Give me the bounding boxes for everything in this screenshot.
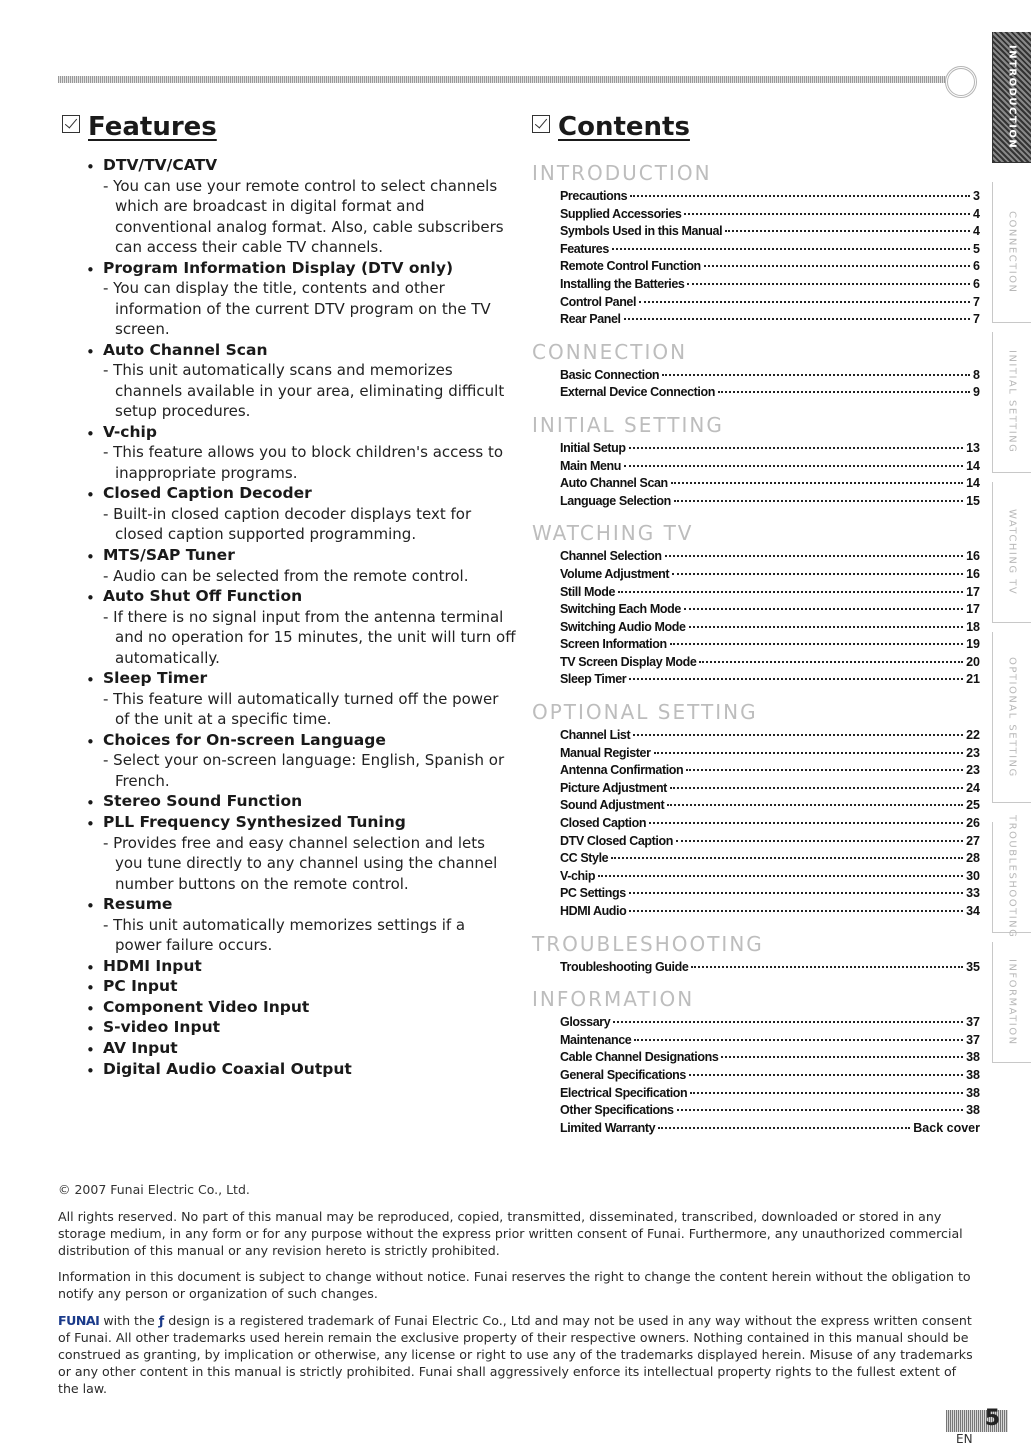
toc-entry-page: 22 [966, 728, 980, 743]
contents-title: Contents [558, 112, 690, 142]
toc-entry-list [560, 1014, 980, 1137]
toc-dot-leader [677, 1108, 964, 1111]
toc-entry-page: 17 [966, 584, 980, 599]
toc-entry-page: 16 [966, 566, 980, 581]
toc-entry [560, 458, 980, 476]
feature-item [86, 1017, 516, 1038]
toc-entry-page: 9 [973, 385, 980, 400]
toc-entry-page: 37 [966, 1032, 980, 1047]
toc-entry [560, 780, 980, 798]
toc-entry-page: 38 [966, 1085, 980, 1100]
toc-dot-leader [611, 856, 963, 859]
toc-entry [560, 797, 980, 815]
toc-dot-leader [686, 768, 963, 771]
side-tab-label: WATCHING TV [1006, 508, 1018, 596]
feature-item [86, 422, 516, 484]
feature-description: - You can display the title, contents and other information of the current DTV program on the TV screen. [103, 279, 491, 339]
toc-entry-title: Switching Each Mode [560, 602, 681, 617]
toc-entry-page: 30 [966, 868, 980, 883]
feature-item [86, 976, 516, 997]
toc-entry-page: 14 [966, 476, 980, 491]
toc-dot-leader [689, 625, 964, 628]
feature-item [86, 1059, 516, 1080]
page-number: 5 [984, 1406, 1000, 1431]
toc-entry-list [560, 727, 980, 921]
toc-entry-page: 15 [966, 493, 980, 508]
toc-entry-page: 18 [966, 619, 980, 634]
toc-section-heading: INITIAL SETTING [532, 412, 724, 437]
feature-item [86, 956, 516, 977]
feature-name: • PLL Frequency Synthesized Tuning [103, 812, 406, 831]
side-tab-label: TROUBLESHOOTING [1006, 815, 1018, 939]
feature-name: • Program Information Display (DTV only) [103, 258, 454, 277]
side-tab-label: CONNECTION [1006, 210, 1018, 294]
toc-entry-title: Initial Setup [560, 440, 626, 455]
toc-entry-page: 20 [966, 654, 980, 669]
notice-paragraph: Information in this document is subject to change without notice. Funai reserves the right to change the content herein without the obligation to notify any person or organization of such changes. [58, 1269, 971, 1301]
toc-entry-page: 24 [966, 780, 980, 795]
toc-entry-title: Features [560, 241, 609, 256]
toc-dot-leader [670, 786, 963, 789]
toc-entry [560, 959, 980, 977]
toc-section-heading: CONNECTION [532, 339, 688, 364]
toc-entry [560, 1067, 980, 1085]
toc-dot-leader [691, 965, 963, 968]
toc-entry-page: 4 [973, 206, 980, 221]
table-of-contents [532, 160, 980, 1147]
toc-entry-title: Maintenance [560, 1032, 632, 1047]
toc-entry [560, 868, 980, 886]
toc-entry-page: 21 [966, 672, 980, 687]
top-rule-circle-icon [945, 66, 977, 98]
top-rule [58, 76, 958, 83]
toc-entry-list [560, 959, 980, 977]
toc-dot-leader [684, 212, 970, 215]
toc-dot-leader [665, 554, 964, 557]
toc-entry [560, 815, 980, 833]
toc-entry [560, 475, 980, 493]
toc-entry-title: PC Settings [560, 886, 626, 901]
side-tab [992, 482, 1031, 623]
toc-entry [560, 294, 980, 312]
toc-entry-page: 17 [966, 602, 980, 617]
toc-section-heading: INFORMATION [532, 987, 695, 1012]
feature-name: • S-video Input [103, 1018, 221, 1037]
feature-item [86, 894, 516, 956]
toc-entry-page: 19 [966, 637, 980, 652]
toc-entry [560, 258, 980, 276]
feature-description: - You can use your remote control to select channels which are broadcast in digital format and conventional analog format. Also, cable subscribers can access their cable TV channels. [103, 176, 504, 257]
toc-entry-page: 8 [973, 367, 980, 382]
trademark-paragraph [58, 1312, 976, 1397]
toc-entry-page: 4 [973, 224, 980, 239]
feature-item [86, 730, 516, 792]
toc-entry-title: HDMI Audio [560, 904, 627, 918]
feature-description: - Provides free and easy channel selection and lets you tune directly to any channel using the channel number buttons on the remote control. [103, 833, 498, 893]
toc-entry [560, 241, 980, 259]
toc-entry [560, 727, 980, 745]
side-tab [992, 32, 1031, 163]
toc-entry-page: 5 [973, 241, 980, 256]
funai-brand: FUNAI [58, 1313, 100, 1328]
toc-entry-title: Switching Audio Mode [560, 619, 686, 634]
feature-name: • Stereo Sound Function [103, 792, 303, 811]
toc-dot-leader [649, 821, 963, 824]
toc-entry [560, 601, 980, 619]
toc-entry-title: Basic Connection [560, 367, 660, 382]
toc-entry [560, 619, 980, 637]
feature-item [86, 155, 516, 258]
contents-heading [532, 112, 690, 142]
side-tab-label: INTRODUCTION [1006, 44, 1018, 150]
toc-entry-page: 14 [966, 458, 980, 473]
toc-dot-leader [624, 317, 970, 320]
toc-entry [560, 762, 980, 780]
toc-entry-page: Back cover [913, 1120, 980, 1135]
toc-entry-title: Remote Control Function [560, 259, 701, 274]
toc-entry-title: Control Panel [560, 294, 637, 309]
toc-entry-page: 38 [966, 1103, 980, 1118]
toc-dot-leader [674, 499, 963, 502]
toc-dot-leader [721, 1055, 963, 1058]
toc-entry [560, 206, 980, 224]
toc-entry [560, 903, 980, 921]
toc-dot-leader [689, 1073, 963, 1076]
toc-entry-page: 23 [966, 745, 980, 760]
toc-entry [560, 850, 980, 868]
toc-dot-leader [613, 1020, 963, 1023]
toc-entry-list [560, 188, 980, 329]
feature-item [86, 812, 516, 894]
toc-dot-leader [725, 229, 970, 232]
toc-entry-page: 34 [966, 904, 980, 918]
toc-entry-title: Manual Register [560, 745, 651, 760]
toc-entry-page: 6 [973, 259, 980, 274]
side-tab [992, 942, 1031, 1063]
feature-name: • Resume [103, 895, 173, 914]
toc-dot-leader [704, 264, 970, 267]
toc-entry [560, 311, 980, 329]
toc-dot-leader [629, 891, 963, 894]
toc-entry [560, 223, 980, 241]
feature-name: • AV Input [103, 1039, 178, 1057]
toc-dot-leader [670, 642, 963, 645]
trademark-text-b: design is a registered trademark of Funai Electric Co., Ltd and may not be used in any way without the express written consent of Funai. All other trademarks used herein remain the exclusive property of their respective owners. Nothing contained in this manual should be construed as granting, by implication or otherwise, any license or right to use any of the trademarks displayed herein. Misuse of any trademarks or any other content in this manual is strictly prohibited. Funai shall aggressively enforce its intellectual property rights to the fullest extent of the law. [58, 1313, 973, 1396]
toc-entry-title: V-chip [560, 868, 596, 883]
feature-item [86, 668, 516, 730]
toc-entry [560, 384, 980, 402]
feature-item [86, 586, 516, 668]
toc-dot-leader [676, 839, 963, 842]
copyright: © 2007 Funai Electric Co., Ltd. [58, 1182, 250, 1197]
toc-dot-leader [672, 572, 963, 575]
toc-dot-leader [629, 446, 963, 449]
toc-entry-title: Picture Adjustment [560, 780, 667, 795]
toc-entry [560, 833, 980, 851]
toc-dot-leader [662, 373, 970, 376]
toc-entry [560, 745, 980, 763]
toc-entry-title: External Device Connection [560, 385, 715, 400]
toc-entry [560, 1102, 980, 1120]
toc-dot-leader [658, 1126, 910, 1129]
toc-entry-title: CC Style [560, 851, 609, 866]
toc-entry [560, 636, 980, 654]
toc-entry [560, 440, 980, 458]
trademark-text-a: with the [103, 1313, 155, 1328]
feature-description: - This feature allows you to block children's access to inappropriate programs. [103, 443, 504, 482]
language-code: EN [956, 1432, 973, 1446]
toc-entry-page: 6 [973, 276, 980, 291]
toc-entry [560, 1085, 980, 1103]
feature-item [86, 545, 516, 586]
toc-dot-leader [690, 1091, 963, 1094]
toc-section-heading: TROUBLESHOOTING [532, 931, 764, 956]
feature-name: • MTS/SAP Tuner [103, 545, 235, 564]
toc-entry-page: 26 [966, 816, 980, 831]
feature-name: • Choices for On-screen Language [103, 730, 386, 749]
feature-item [86, 791, 516, 812]
toc-entry-page: 38 [966, 1050, 980, 1065]
feature-name: • Auto Channel Scan [103, 340, 268, 359]
toc-entry [560, 566, 980, 584]
toc-entry [560, 671, 980, 689]
toc-entry-title: Volume Adjustment [560, 566, 670, 581]
toc-dot-leader [598, 874, 963, 877]
toc-section-heading: INTRODUCTION [532, 161, 712, 185]
toc-entry [560, 1014, 980, 1032]
toc-dot-leader [629, 677, 963, 680]
feature-item [86, 258, 516, 340]
rights-paragraph: All rights reserved. No part of this manual may be reproduced, copied, transmitted, disseminated, transcribed, downloaded or stored in any storage medium, in any form or for any purpose without the express prior written consent of Funai. Furthermore, any unauthorized commercial distribution of this manual or any revision hereto is strictly prohibited. [58, 1209, 963, 1258]
toc-entry-page: 7 [973, 312, 980, 327]
feature-name: • PC Input [103, 977, 178, 996]
toc-dot-leader [612, 247, 970, 250]
feature-name: • Digital Audio Coaxial Output [103, 1059, 352, 1078]
toc-entry-title: DTV Closed Caption [560, 833, 673, 848]
toc-section-heading: OPTIONAL SETTING [532, 700, 758, 725]
feature-description: - Select your on-screen language: English, Spanish or French. [103, 751, 505, 790]
toc-entry-title: Symbols Used in this Manual [560, 224, 723, 239]
toc-entry-page: 35 [966, 959, 980, 974]
toc-entry-title: Rear Panel [560, 312, 621, 327]
toc-entry-title: Glossary [560, 1015, 611, 1030]
toc-entry [560, 1120, 980, 1138]
toc-dot-leader [633, 733, 963, 736]
feature-name: • V-chip [103, 422, 157, 441]
toc-entry-list [560, 440, 980, 510]
feature-name: • DTV/TV/CATV [103, 156, 218, 174]
toc-entry [560, 276, 980, 294]
toc-dot-leader [639, 300, 970, 303]
toc-entry-title: Other Specifications [560, 1103, 674, 1118]
toc-entry-page: 13 [966, 440, 980, 455]
toc-section-heading: WATCHING TV [532, 521, 694, 546]
feature-name: • Closed Caption Decoder [103, 484, 312, 503]
toc-dot-leader [667, 803, 963, 806]
toc-entry [560, 1032, 980, 1050]
toc-entry-title: Sound Adjustment [560, 798, 665, 813]
feature-description: - This feature will automatically turned off the power of the unit at a specific time. [103, 689, 499, 729]
funai-logo-icon: ƒ [158, 1313, 165, 1328]
toc-entry-title: Antenna Confirmation [560, 763, 684, 778]
feature-description: - Built-in closed caption decoder displays text for closed caption supported programming. [103, 504, 472, 544]
toc-entry-title: Precautions [560, 189, 628, 203]
toc-entry-page: 33 [966, 886, 980, 901]
toc-entry-title: Channel Selection [560, 549, 662, 564]
checkbox-icon [532, 115, 550, 133]
features-list [86, 155, 516, 1079]
toc-entry [560, 584, 980, 602]
features-heading [62, 112, 217, 142]
side-tab [992, 182, 1031, 323]
toc-entry-title: Channel List [560, 728, 631, 743]
toc-entry-page: 25 [966, 798, 980, 813]
toc-dot-leader [630, 194, 970, 197]
toc-entry-title: Troubleshooting Guide [560, 959, 689, 974]
feature-description: - If there is no signal input from the antenna terminal and no operation for 15 minutes, the unit will turn off automatically. [103, 607, 516, 667]
side-tab [992, 332, 1031, 473]
toc-entry [560, 548, 980, 566]
toc-dot-leader [718, 390, 970, 393]
feature-name: • Sleep Timer [103, 669, 208, 688]
toc-dot-leader [684, 607, 963, 610]
side-tab-label: OPTIONAL SETTING [1006, 656, 1018, 778]
page-number-badge [946, 1406, 1008, 1432]
toc-entry [560, 493, 980, 511]
feature-item [86, 997, 516, 1018]
toc-entry-title: Limited Warranty [560, 1120, 656, 1135]
toc-entry-title: General Specifications [560, 1067, 686, 1082]
toc-entry-list [560, 548, 980, 689]
toc-entry-title: TV Screen Display Mode [560, 654, 697, 669]
toc-entry [560, 654, 980, 672]
toc-entry-page: 7 [973, 294, 980, 309]
toc-dot-leader [699, 660, 963, 663]
toc-entry-title: Still Mode [560, 584, 616, 599]
toc-entry-title: Cable Channel Designations [560, 1050, 719, 1065]
toc-entry [560, 188, 980, 206]
toc-entry-title: Supplied Accessories [560, 206, 682, 221]
side-tab [992, 632, 1031, 803]
toc-entry-title: Closed Caption [560, 816, 647, 831]
side-tab-label: INFORMATION [1006, 958, 1018, 1046]
toc-entry-title: Electrical Specification [560, 1085, 688, 1100]
toc-dot-leader [671, 481, 963, 484]
toc-dot-leader [624, 464, 963, 467]
toc-entry-page: 23 [966, 763, 980, 778]
toc-dot-leader [634, 1038, 963, 1041]
checkbox-icon [62, 115, 80, 133]
toc-dot-leader [618, 590, 963, 593]
toc-entry [560, 1049, 980, 1067]
toc-entry-title: Screen Information [560, 637, 667, 652]
toc-entry-page: 16 [966, 549, 980, 564]
feature-name: • Component Video Input [103, 997, 310, 1016]
toc-entry-page: 38 [966, 1067, 980, 1082]
toc-entry [560, 885, 980, 903]
feature-item [86, 483, 516, 545]
feature-item [86, 1038, 516, 1059]
toc-entry-title: Installing the Batteries [560, 276, 685, 291]
side-tab-label: INITIAL SETTING [1006, 350, 1018, 454]
toc-entry-list [560, 367, 980, 402]
toc-entry-page: 28 [966, 851, 980, 866]
toc-entry-page: 3 [973, 189, 980, 203]
features-title: Features [88, 112, 217, 142]
feature-item [86, 340, 516, 422]
feature-description: - This unit automatically scans and memorizes channels available in your area, eliminating difficult setup procedures. [103, 361, 505, 421]
toc-entry [560, 367, 980, 385]
toc-entry-title: Sleep Timer [560, 672, 627, 687]
toc-dot-leader [687, 282, 970, 285]
toc-entry-page: 37 [966, 1015, 980, 1030]
toc-entry-title: Auto Channel Scan [560, 476, 668, 491]
toc-entry-title: Language Selection [560, 493, 671, 508]
toc-dot-leader [629, 909, 963, 912]
toc-entry-title: Main Menu [560, 458, 621, 473]
feature-name: • HDMI Input [103, 956, 202, 975]
side-tab [992, 815, 1031, 939]
feature-name: • Auto Shut Off Function [103, 587, 303, 606]
feature-description: - This unit automatically memorizes settings if a power failure occurs. [103, 915, 466, 955]
toc-dot-leader [654, 751, 964, 754]
toc-entry-page: 27 [966, 833, 980, 848]
feature-description: - Audio can be selected from the remote control. [103, 566, 469, 585]
